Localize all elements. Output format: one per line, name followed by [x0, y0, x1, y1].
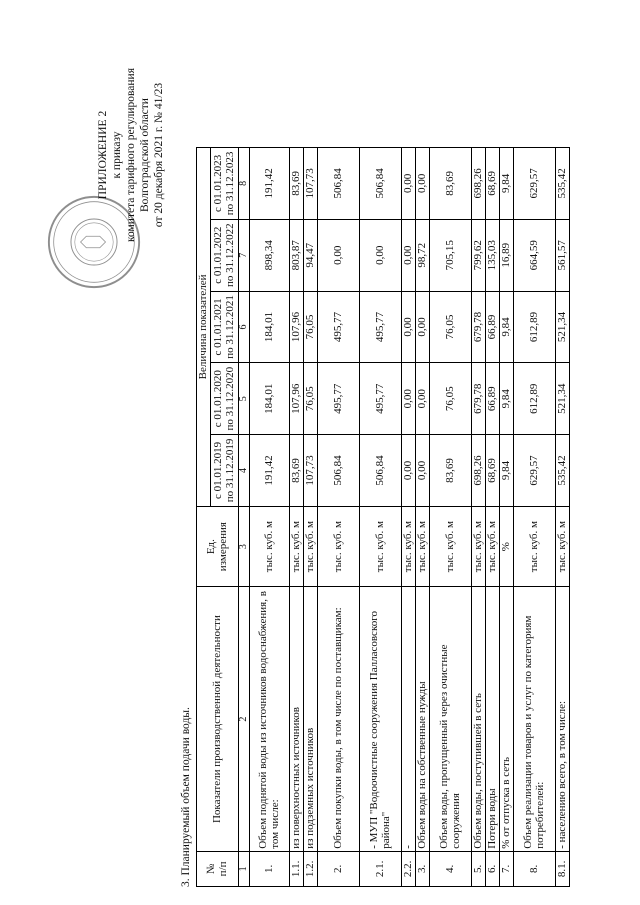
- row-value: 0,00: [318, 219, 360, 291]
- row-indicator: из подземных источников: [304, 587, 318, 851]
- row-value: 495,77: [318, 363, 360, 435]
- col-header-period: с 01.01.2020 по 31.12.2020: [211, 363, 239, 435]
- row-value: 0,00: [416, 148, 430, 220]
- row-number: 4.: [430, 851, 472, 886]
- row-value: 107,96: [290, 363, 304, 435]
- col-header-indicator: Показатели производственной деятельности: [197, 587, 239, 851]
- row-value: 76,05: [430, 363, 472, 435]
- row-indicator: Объем покупки воды, в том числе по поставщикам:: [318, 587, 360, 851]
- row-value: 76,05: [304, 291, 318, 363]
- table-row: [416, 148, 430, 887]
- row-value: 0,00: [402, 363, 416, 435]
- row-value: 0,00: [360, 219, 402, 291]
- row-unit: тыс. куб. м: [250, 506, 290, 587]
- row-value: 629,57: [514, 148, 556, 220]
- table-row: [472, 148, 486, 887]
- table-row: [304, 148, 318, 887]
- col-header-unit: Ед. измерения: [197, 506, 239, 587]
- row-value: 98,72: [416, 219, 430, 291]
- row-value: 0,00: [402, 291, 416, 363]
- row-number: 6.: [486, 851, 500, 886]
- header-line: комитета тарифного регулирования: [125, 67, 137, 243]
- row-value: 0,00: [416, 435, 430, 507]
- table-row: [514, 148, 556, 887]
- row-number: 8.1.: [556, 851, 570, 886]
- row-value: 698,26: [472, 148, 486, 220]
- row-value: 66,89: [486, 363, 500, 435]
- row-indicator: из поверхностных источников: [290, 587, 304, 851]
- row-number: 2.2.: [402, 851, 416, 886]
- row-unit: тыс. куб. м: [402, 506, 416, 587]
- row-value: 68,69: [486, 435, 500, 507]
- table-row: [500, 148, 514, 887]
- row-unit: тыс. куб. м: [360, 506, 402, 587]
- row-value: 612,89: [514, 363, 556, 435]
- row-value: 506,84: [318, 435, 360, 507]
- row-indicator: Объем воды на собственные нужды: [416, 587, 430, 851]
- row-number: 5.: [472, 851, 486, 886]
- row-value: 184,01: [250, 363, 290, 435]
- row-value: 9,84: [500, 148, 514, 220]
- row-unit: тыс. куб. м: [304, 506, 318, 587]
- col-header-period: с 01.01.2023 по 31.12.2023: [211, 148, 239, 220]
- col-index: 1: [239, 851, 250, 886]
- row-value: 679,78: [472, 291, 486, 363]
- row-unit: тыс. куб. м: [472, 506, 486, 587]
- row-value: 76,05: [304, 363, 318, 435]
- row-value: 521,34: [556, 291, 570, 363]
- row-unit: тыс. куб. м: [318, 506, 360, 587]
- col-index: 6: [239, 291, 250, 363]
- row-value: 107,73: [304, 148, 318, 220]
- row-indicator: % от отпуска в сеть: [500, 587, 514, 851]
- row-unit: тыс. куб. м: [556, 506, 570, 587]
- row-value: 107,96: [290, 291, 304, 363]
- row-value: 83,69: [430, 148, 472, 220]
- header-line: от 20 декабря 2021 г. № 41/23: [153, 82, 165, 228]
- col-header-values-group: Величина показателей: [197, 148, 211, 507]
- row-value: 107,73: [304, 435, 318, 507]
- row-value: 0,00: [416, 291, 430, 363]
- row-value: 612,89: [514, 291, 556, 363]
- row-value: 898,34: [250, 219, 290, 291]
- row-value: 9,84: [500, 435, 514, 507]
- row-indicator: Потери воды: [486, 587, 500, 851]
- col-header-period: с 01.01.2022 по 31.12.2022: [211, 219, 239, 291]
- header-line: к приказу: [111, 131, 123, 179]
- row-value: 135,03: [486, 219, 500, 291]
- col-index: 3: [239, 506, 250, 587]
- table-row: [402, 148, 416, 887]
- row-value: 495,77: [360, 363, 402, 435]
- row-value: 535,42: [556, 435, 570, 507]
- row-value: 799,62: [472, 219, 486, 291]
- table-row: [556, 148, 570, 887]
- row-number: 1.1.: [290, 851, 304, 886]
- row-value: 698,26: [472, 435, 486, 507]
- row-unit: тыс. куб. м: [416, 506, 430, 587]
- row-value: 803,87: [290, 219, 304, 291]
- col-index: 2: [239, 587, 250, 851]
- row-value: 561,57: [556, 219, 570, 291]
- row-value: 0,00: [416, 363, 430, 435]
- col-header-period: с 01.01.2019 по 31.12.2019: [211, 435, 239, 507]
- row-number: 1.2.: [304, 851, 318, 886]
- row-number: 7.: [500, 851, 514, 886]
- row-value: 9,84: [500, 363, 514, 435]
- row-indicator: Объем воды, поступившей в сеть: [472, 587, 486, 851]
- table-row: [318, 148, 360, 887]
- header-line: Волгоградской области: [139, 98, 151, 212]
- col-header-period: с 01.01.2021 по 31.12.2021: [211, 291, 239, 363]
- row-value: 506,84: [360, 148, 402, 220]
- col-index: 7: [239, 219, 250, 291]
- row-value: 629,57: [514, 435, 556, 507]
- header-line: ПРИЛОЖЕНИЕ 2: [97, 110, 109, 200]
- table-row: [430, 148, 472, 887]
- col-index: 8: [239, 148, 250, 220]
- water-supply-table: [196, 147, 570, 887]
- row-number: 8.: [514, 851, 556, 886]
- row-unit: тыс. куб. м: [430, 506, 472, 587]
- row-value: 191,42: [250, 148, 290, 220]
- row-value: 495,77: [360, 291, 402, 363]
- row-value: 184,01: [250, 291, 290, 363]
- row-value: 83,69: [290, 435, 304, 507]
- row-indicator: - населению всего, в том числе:: [556, 587, 570, 851]
- row-unit: тыс. куб. м: [486, 506, 500, 587]
- row-value: 9,84: [500, 291, 514, 363]
- table-row: [290, 148, 304, 887]
- table-row: [486, 148, 500, 887]
- row-value: 535,42: [556, 148, 570, 220]
- row-value: 0,00: [402, 435, 416, 507]
- row-value: 664,59: [514, 219, 556, 291]
- row-indicator: - МУП "Водоочистные сооружения Палласовского района": [360, 587, 402, 851]
- row-indicator: Объем реализации товаров и услуг по категориям потребителей:: [514, 587, 556, 851]
- table-row: [360, 148, 402, 887]
- row-value: 705,15: [430, 219, 472, 291]
- row-value: 506,84: [318, 148, 360, 220]
- row-value: 16,89: [500, 219, 514, 291]
- row-number: 3.: [416, 851, 430, 886]
- row-value: 495,77: [318, 291, 360, 363]
- row-number: 2.: [318, 851, 360, 886]
- col-header-number: № п/п: [197, 851, 239, 886]
- col-index: 4: [239, 435, 250, 507]
- row-value: 83,69: [290, 148, 304, 220]
- appendix-header: [96, 25, 166, 285]
- table-row: [250, 148, 290, 887]
- row-number: 1.: [250, 851, 290, 886]
- row-unit: тыс. куб. м: [290, 506, 304, 587]
- row-value: 679,78: [472, 363, 486, 435]
- section-title: 3. Планируемый объем подачи воды.: [180, 707, 192, 887]
- row-value: 0,00: [402, 219, 416, 291]
- row-indicator: Объем воды, пропущенный через очистные сооружения: [430, 587, 472, 851]
- col-index: 5: [239, 363, 250, 435]
- row-unit: %: [500, 506, 514, 587]
- row-value: 83,69: [430, 435, 472, 507]
- row-value: 191,42: [250, 435, 290, 507]
- row-indicator: -: [402, 587, 416, 851]
- row-value: 68,69: [486, 148, 500, 220]
- row-unit: тыс. куб. м: [514, 506, 556, 587]
- row-value: 76,05: [430, 291, 472, 363]
- row-value: 94,47: [304, 219, 318, 291]
- row-value: 506,84: [360, 435, 402, 507]
- row-value: 66,89: [486, 291, 500, 363]
- row-number: 2.1.: [360, 851, 402, 886]
- row-value: 521,34: [556, 363, 570, 435]
- row-value: 0,00: [402, 148, 416, 220]
- row-indicator: Объем поднятой воды из источников водоснабжения, в том числе:: [250, 587, 290, 851]
